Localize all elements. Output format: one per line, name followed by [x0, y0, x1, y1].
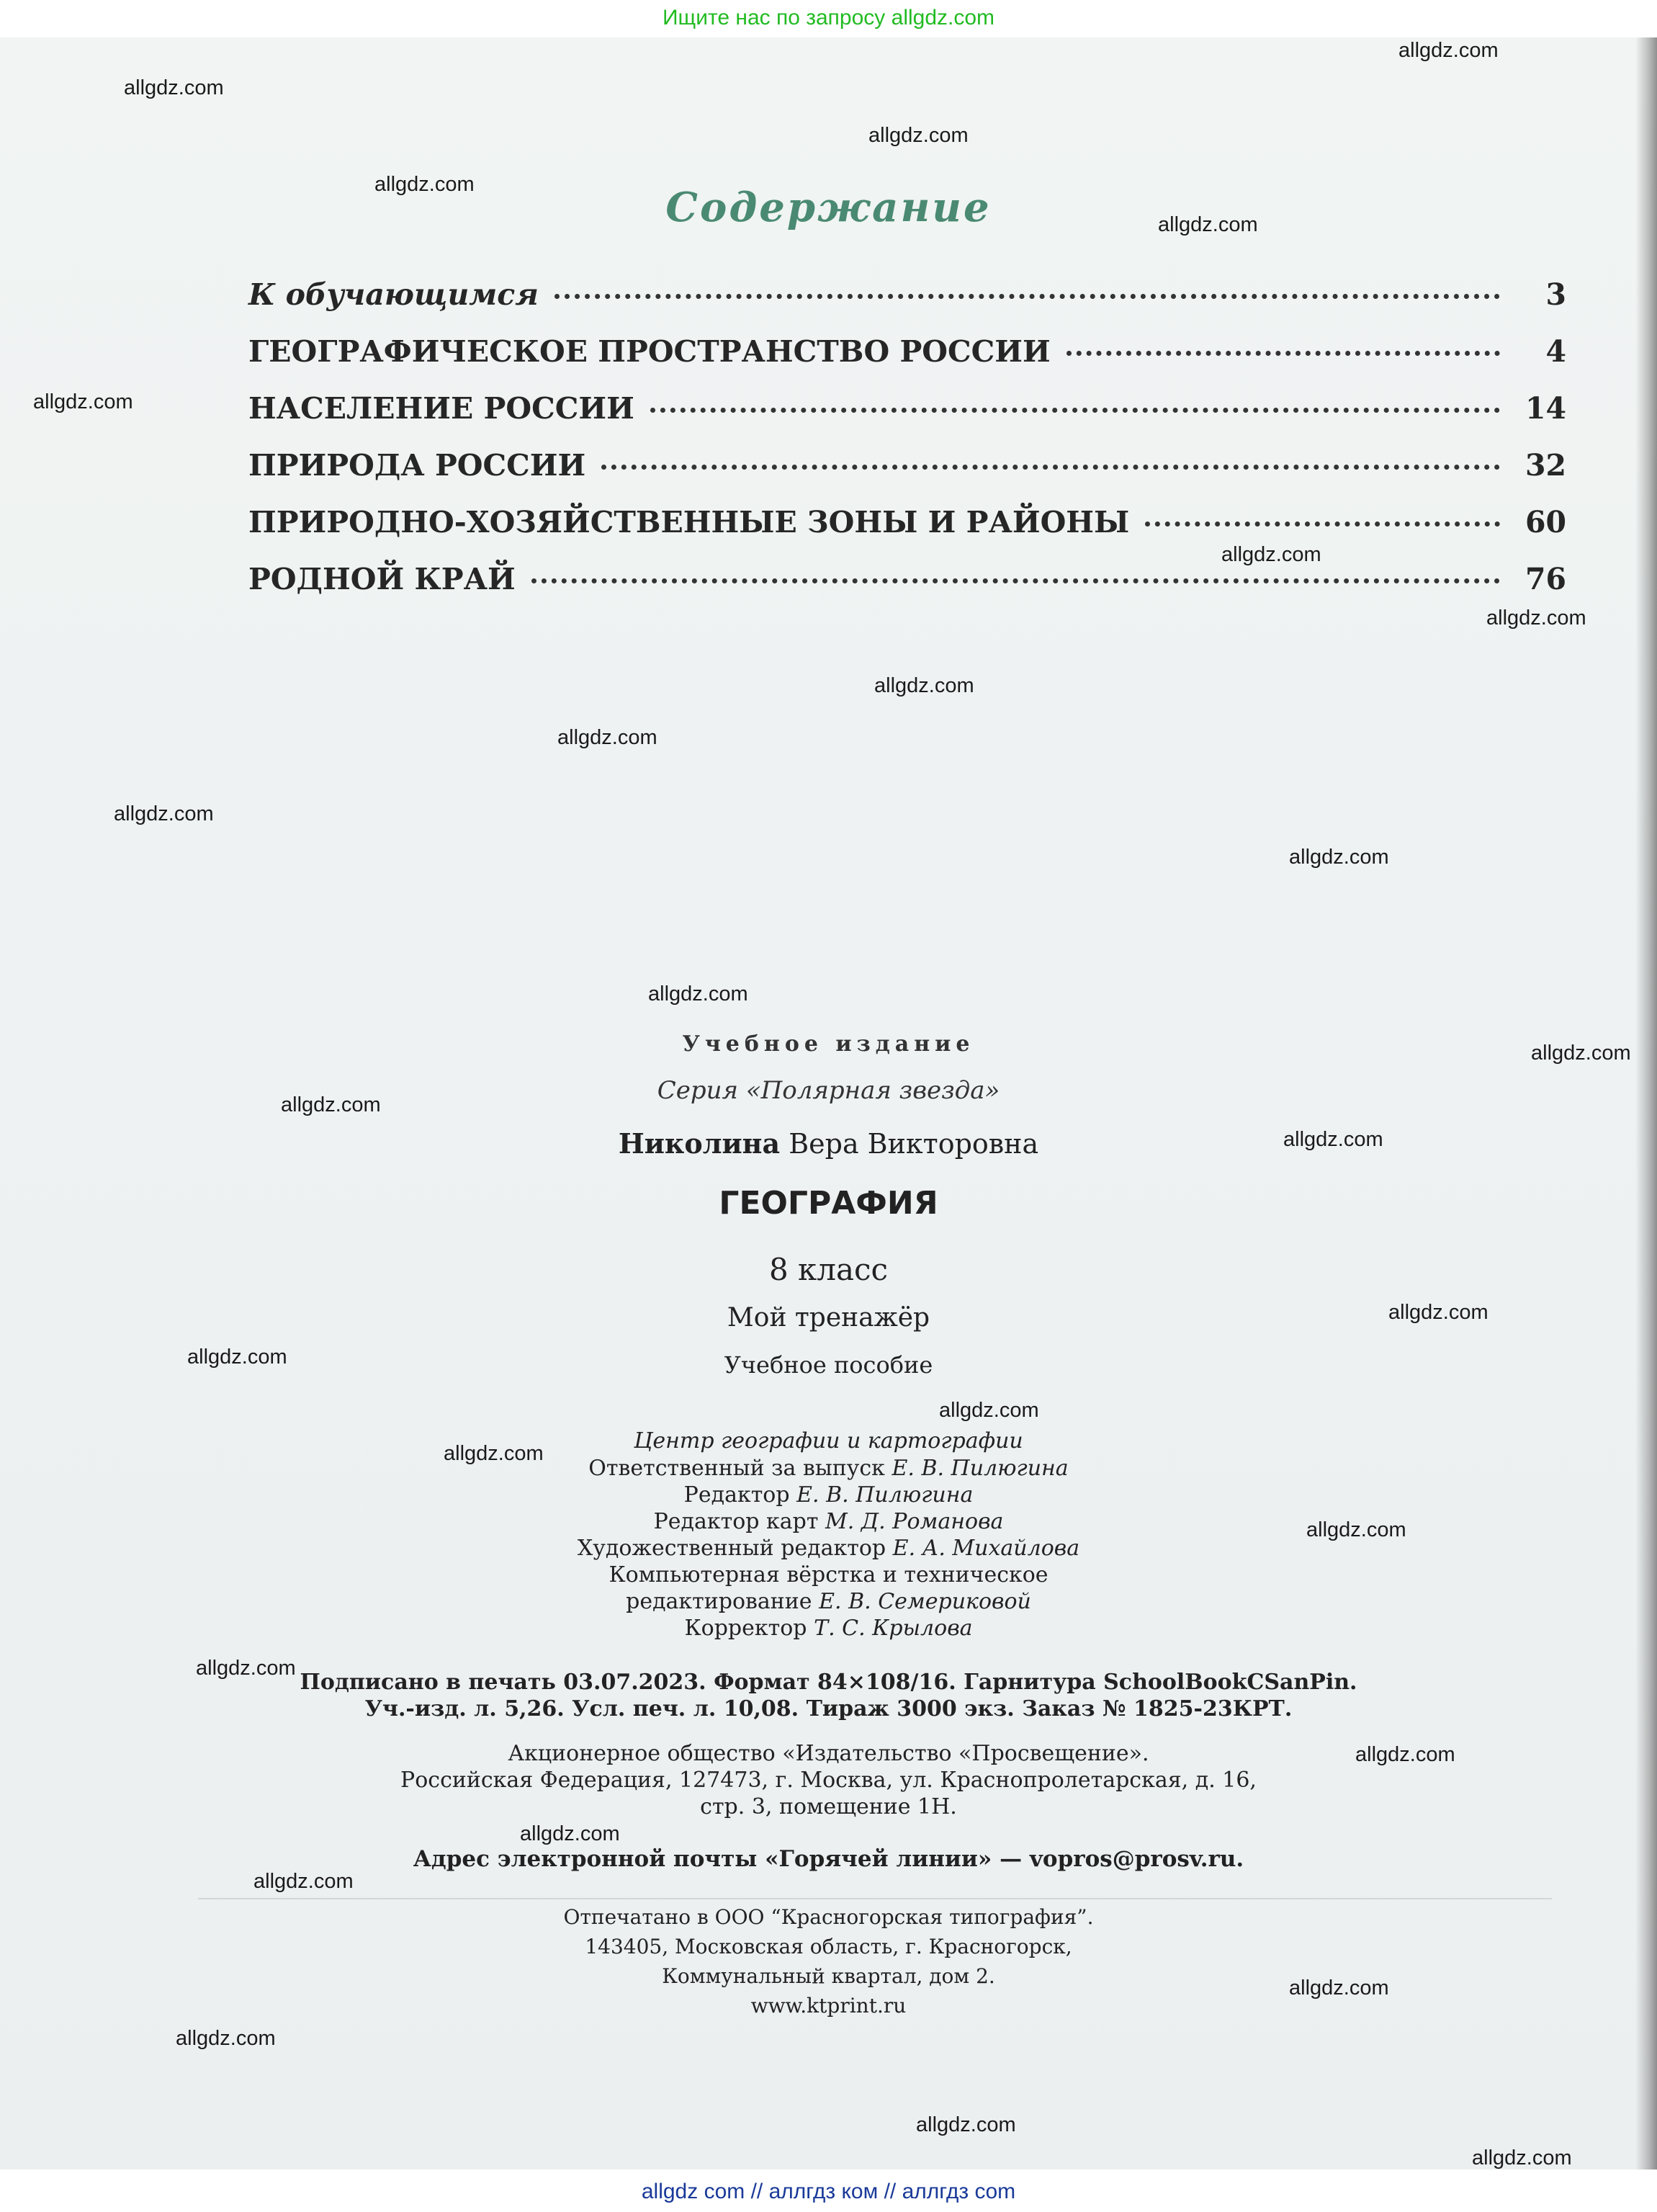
credit-line	[0, 1482, 1657, 1509]
toc-leader-dots	[601, 465, 1500, 470]
toc-entry	[248, 391, 1566, 448]
toc-leader-dots	[554, 294, 1500, 299]
credit-line	[0, 1615, 1657, 1642]
toc-entry	[248, 277, 1566, 334]
watermark: allgdz.com	[114, 802, 214, 825]
credit-person: М. Д. Романова	[825, 1509, 1004, 1534]
toc-entry-page: 32	[1524, 448, 1566, 483]
watermark: allgdz.com	[916, 2113, 1016, 2136]
credit-person: Е. В. Семериковой	[819, 1589, 1031, 1614]
top-banner: Ищите нас по запросу allgdz.com	[0, 0, 1657, 37]
watermark: allgdz.com	[1531, 1042, 1631, 1065]
credit-person: Е. В. Пилюгина	[892, 1456, 1069, 1481]
bottom-banner: allgdz com // аллгдз ком // аллгдз com	[0, 2174, 1657, 2212]
toc-leader-dots	[1067, 351, 1500, 356]
center-name-text: Центр географии и картографии	[634, 1428, 1023, 1454]
watermark: allgdz.com	[1289, 1976, 1389, 2000]
watermark: allgdz.com	[33, 390, 133, 413]
book-type: Учебное пособие	[724, 1351, 933, 1379]
printer-line: 143405, Московская область, г. Красногорск,	[585, 1935, 1072, 1958]
toc-entry-page: 76	[1524, 562, 1566, 596]
toc-entry-page: 14	[1524, 391, 1566, 426]
watermark: allgdz.com	[648, 982, 748, 1006]
toc-leader-dots	[531, 578, 1500, 583]
author	[0, 1127, 1657, 1160]
publisher-line: стр. 3, помещение 1Н.	[700, 1794, 957, 1819]
author-surname: Николина	[618, 1127, 781, 1160]
watermark: allgdz.com	[176, 2027, 276, 2050]
author-name: Вера Викторовна	[789, 1128, 1039, 1160]
credit-line	[0, 1588, 1657, 1616]
credit-line	[0, 1508, 1657, 1536]
watermark: allgdz.com	[444, 1442, 544, 1465]
watermark: allgdz.com	[557, 726, 657, 749]
watermark: allgdz.com	[1158, 213, 1258, 236]
watermark: allgdz.com	[1221, 543, 1321, 566]
center-name	[0, 1428, 1657, 1455]
credit-role: Ответственный за выпуск	[588, 1456, 885, 1481]
watermark: allgdz.com	[868, 124, 969, 147]
toc-entry-page: 3	[1545, 277, 1566, 312]
credit-role: Художественный редактор	[577, 1536, 886, 1561]
watermark: allgdz.com	[1398, 39, 1499, 62]
toc-entry	[248, 505, 1566, 562]
toc-leader-dots	[1145, 521, 1500, 527]
separator-line	[198, 1898, 1552, 1899]
credit-person: Е. В. Пилюгина	[796, 1482, 974, 1508]
toc-entry	[248, 562, 1566, 619]
credit-role: редактирование	[626, 1589, 812, 1614]
credit-role: Редактор карт	[653, 1509, 819, 1534]
credit-person: Т. С. Крылова	[814, 1616, 973, 1641]
toc-entry	[248, 334, 1566, 391]
print-specs-line: Уч.-изд. л. 5,26. Усл. печ. л. 10,08. Тираж 3000 экз. Заказ № 1825-23КРТ.	[364, 1696, 1293, 1721]
watermark: allgdz.com	[1486, 606, 1586, 630]
watermark: allgdz.com	[874, 674, 974, 697]
toc-entry-label: ПРИРОДНО-ХОЗЯЙСТВЕННЫЕ ЗОНЫ И РАЙОНЫ	[248, 505, 1130, 539]
table-of-contents	[248, 277, 1566, 619]
book-title: Мой тренажёр	[727, 1303, 930, 1333]
hotline-email-address: vopros@prosv.ru.	[1029, 1846, 1244, 1872]
watermark: allgdz.com	[1283, 1128, 1383, 1151]
credit-line	[0, 1535, 1657, 1562]
watermark: allgdz.com	[1388, 1301, 1488, 1324]
credit-role: Корректор	[684, 1616, 807, 1641]
credit-line	[0, 1562, 1657, 1589]
watermark: allgdz.com	[124, 76, 224, 99]
watermark: allgdz.com	[939, 1399, 1039, 1422]
toc-leader-dots	[650, 408, 1500, 413]
subject-title: ГЕОГРАФИЯ	[719, 1185, 938, 1222]
toc-title: Содержание	[665, 184, 992, 231]
publisher-line: Российская Федерация, 127473, г. Москва, ул. Краснопролетарская, д. 16,	[400, 1768, 1257, 1793]
watermark: allgdz.com	[253, 1870, 354, 1893]
grade: 8 класс	[768, 1252, 889, 1287]
watermark: allgdz.com	[374, 173, 475, 196]
printer-line: Коммунальный квартал, дом 2.	[662, 1964, 995, 1988]
toc-entry	[248, 448, 1566, 505]
printer-line: Отпечатано в ООО “Красногорская типография”.	[563, 1905, 1094, 1929]
watermark: allgdz.com	[1355, 1743, 1455, 1766]
hotline-email-label: Адрес электронной почты «Горячей линии» —	[413, 1846, 1023, 1872]
publisher-line: Акционерное общество «Издательство «Просвещение».	[508, 1741, 1149, 1766]
edition-type: Учебное издание	[682, 1031, 975, 1057]
toc-entry-page: 60	[1524, 505, 1566, 539]
watermark: allgdz.com	[520, 1822, 620, 1845]
watermark: allgdz.com	[1306, 1518, 1406, 1541]
watermark: allgdz.com	[196, 1657, 296, 1680]
printer-website: www.ktprint.ru	[750, 1994, 907, 2018]
print-specs-line: Подписано в печать 03.07.2023. Формат 84×108/16. Гарнитура SchoolBookCSanPin.	[300, 1670, 1357, 1695]
toc-entry-label: К обучающимся	[248, 277, 539, 312]
watermark: allgdz.com	[1289, 846, 1389, 869]
hotline-email	[0, 1846, 1657, 1872]
watermark: allgdz.com	[1472, 2146, 1572, 2170]
toc-entry-page: 4	[1545, 334, 1566, 369]
watermark: allgdz.com	[281, 1093, 381, 1116]
credit-person: Е. А. Михайлова	[892, 1536, 1080, 1561]
watermark: allgdz.com	[187, 1345, 287, 1369]
credit-line	[0, 1455, 1657, 1482]
toc-entry-label: НАСЕЛЕНИЕ РОССИИ	[248, 391, 634, 426]
toc-entry-label: РОДНОЙ КРАЙ	[248, 562, 516, 596]
toc-entry-label: ПРИРОДА РОССИИ	[248, 448, 586, 483]
credit-role: Редактор	[683, 1482, 790, 1508]
series-name: Серия «Полярная звезда»	[657, 1076, 1000, 1105]
toc-entry-label: ГЕОГРАФИЧЕСКОЕ ПРОСТРАНСТВО РОССИИ	[248, 334, 1051, 369]
credit-role: Компьютерная вёрстка и техническое	[609, 1562, 1048, 1588]
